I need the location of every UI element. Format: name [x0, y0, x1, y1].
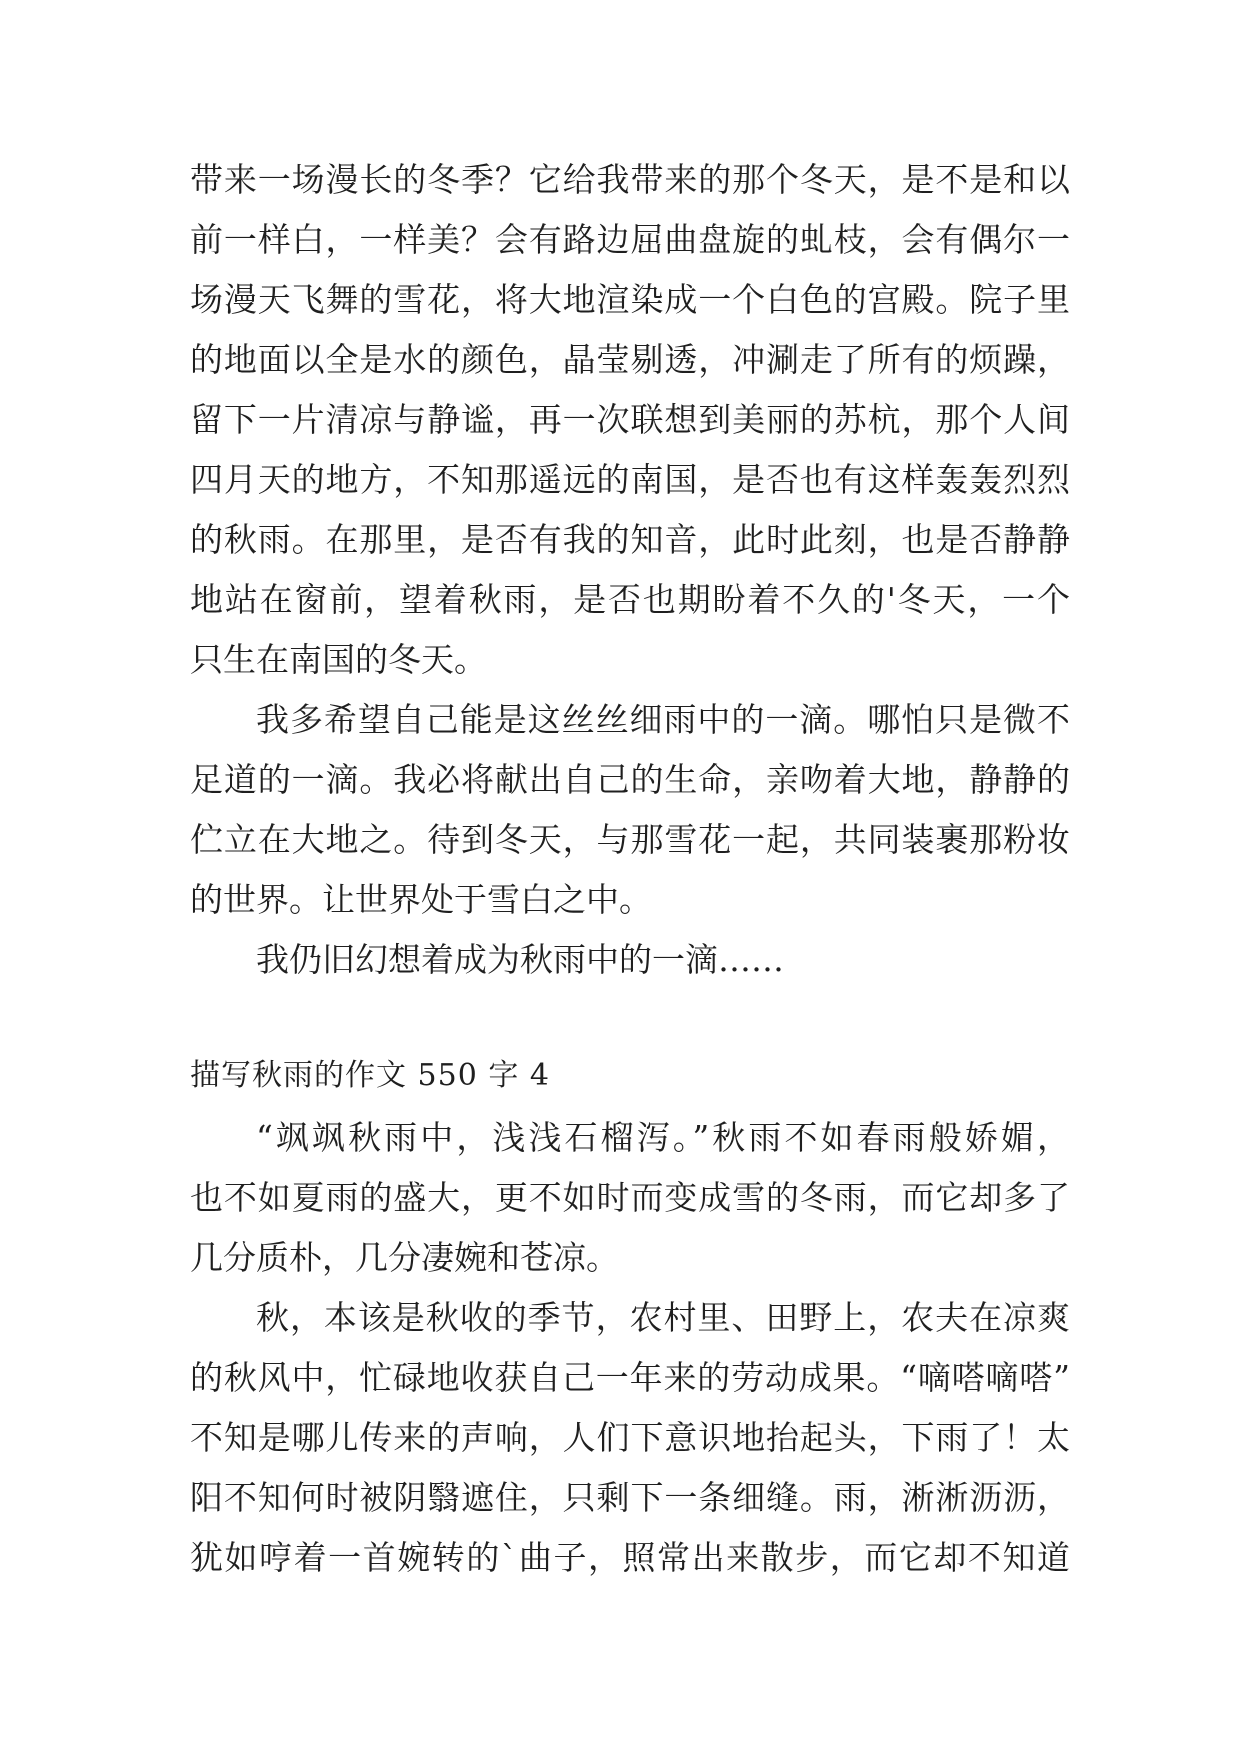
text-line: 几分质朴，几分凄婉和苍凉。 — [190, 1238, 619, 1277]
paragraph — [190, 690, 1070, 930]
text-line: “飒飒秋雨中，浅浅石榴泻。”秋雨不如春雨般娇媚， — [256, 1118, 1070, 1157]
essay-body — [190, 150, 1070, 1588]
text-line: 四月天的地方，不知那遥远的南国，是否也有这样轰轰烈烈 — [190, 460, 1070, 499]
text-line: 足道的一滴。我必将献出自己的生命，亲吻着大地，静静的 — [190, 760, 1070, 799]
paragraph — [190, 150, 1070, 690]
text-line: 地站在窗前，望着秋雨，是否也期盼着不久的'冬天，一个 — [190, 580, 1070, 619]
text-line: 阳不知何时被阴翳遮住，只剩下一条细缝。雨，淅淅沥沥， — [190, 1478, 1070, 1517]
text-line: 只生在南国的冬天。 — [190, 640, 487, 679]
section-gap — [190, 990, 1070, 1044]
text-line: 的地面以全是水的颜色，晶莹剔透，冲涮走了所有的烦躁， — [190, 340, 1070, 379]
paragraph — [190, 1108, 1070, 1288]
text-line: 我仍旧幻想着成为秋雨中的一滴…… — [256, 940, 784, 979]
text-line: 的秋风中，忙碌地收获自己一年来的劳动成果。“嘀嗒嘀嗒” — [190, 1358, 1070, 1397]
text-line: 也不如夏雨的盛大，更不如时而变成雪的冬雨，而它却多了 — [190, 1178, 1070, 1217]
paragraph — [190, 1288, 1070, 1588]
paragraph — [190, 930, 1070, 990]
text-line: 的世界。让世界处于雪白之中。 — [190, 880, 652, 919]
text-line: 的秋雨。在那里，是否有我的知音，此时此刻，也是否静静 — [190, 520, 1070, 559]
text-line: 不知是哪儿传来的声响，人们下意识地抬起头，下雨了！太 — [190, 1418, 1070, 1457]
text-line: 前一样白，一样美？会有路边屈曲盘旋的虬枝，会有偶尔一 — [190, 220, 1070, 259]
text-line: 秋，本该是秋收的季节，农村里、田野上，农夫在凉爽 — [256, 1298, 1070, 1337]
text-line: 场漫天飞舞的雪花，将大地渲染成一个白色的宫殿。院子里 — [190, 280, 1070, 319]
text-line: 留下一片清凉与静谧，再一次联想到美丽的苏杭，那个人间 — [190, 400, 1070, 439]
section-heading: 描写秋雨的作文 550 字 4 — [190, 1058, 550, 1093]
text-line: 我多希望自己能是这丝丝细雨中的一滴。哪怕只是微不 — [256, 700, 1070, 739]
text-line: 带来一场漫长的冬季？它给我带来的那个冬天，是不是和以 — [190, 160, 1070, 199]
text-line: 犹如哼着一首婉转的`曲子，照常出来散步，而它却不知道 — [190, 1538, 1070, 1577]
text-line: 伫立在大地之。待到冬天，与那雪花一起，共同装裹那粉妆 — [190, 820, 1070, 859]
